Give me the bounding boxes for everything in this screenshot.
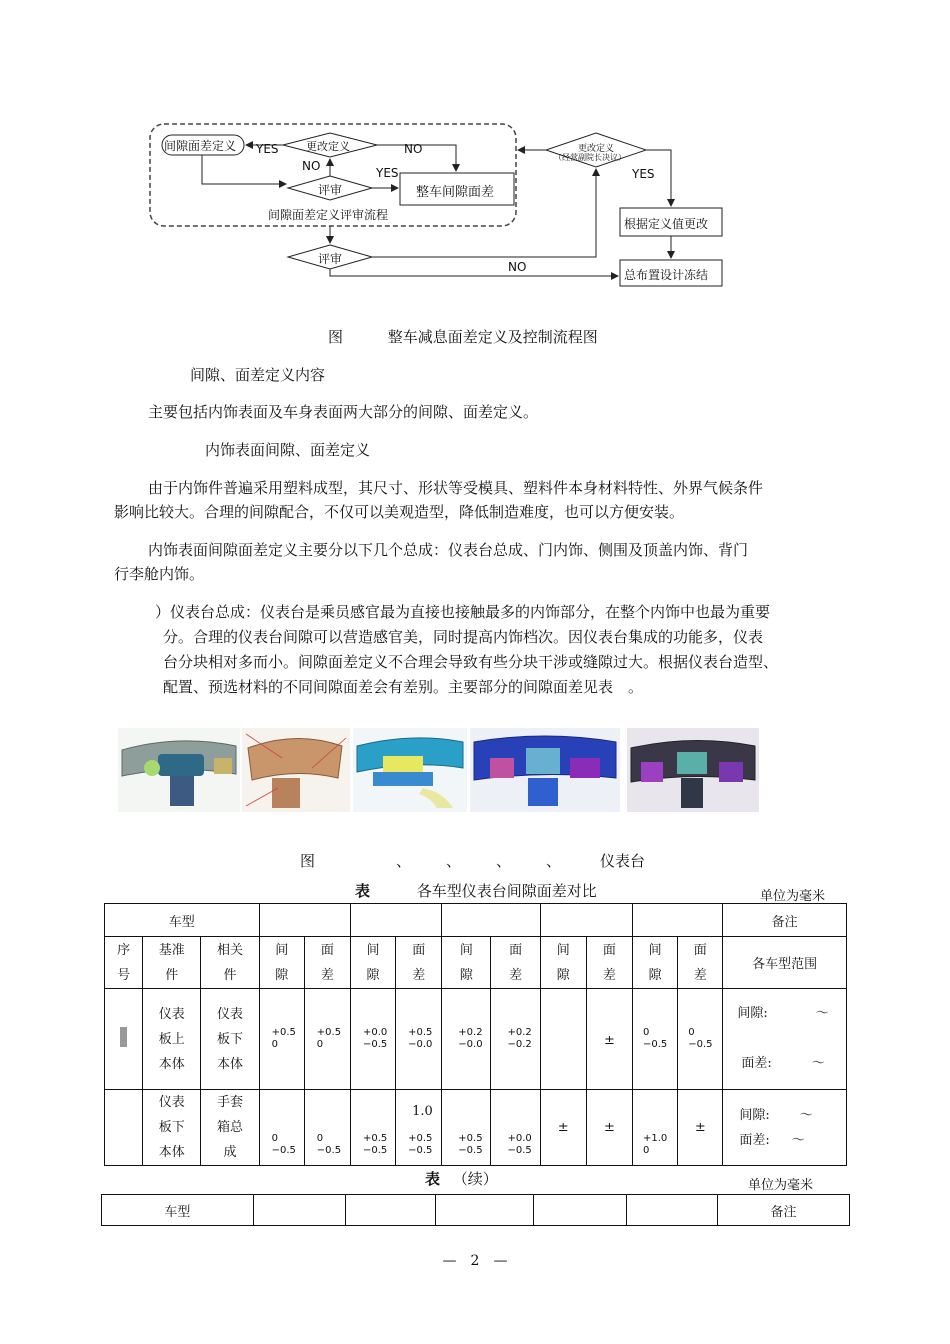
row-seq: [105, 1090, 143, 1166]
row-flush-value: ±: [678, 1090, 723, 1166]
header-base-part: 基准 件: [143, 937, 201, 989]
row-gap-value: +1.0 0: [633, 1090, 678, 1166]
flow-update-by-definition: 根据定义值更改: [624, 217, 709, 231]
list-item-line: ）仪表台总成：仪表台是乘员感官最为直接也接触最多的内饰部分，在整个内饰中也最为重要: [155, 603, 771, 621]
row-range: 间隙: ～ 面差: ～: [723, 1090, 847, 1166]
flow-label-no: NO: [404, 142, 423, 156]
flow-process-label: 间隙面差定义评审流程: [268, 208, 389, 222]
flow-label-yes: YES: [256, 142, 279, 156]
table-unit: 单位为毫米: [760, 889, 826, 904]
flow-gap-definition: 间隙面差定义: [164, 139, 237, 153]
paragraph-line: 内饰表面间隙面差定义主要分以下几个总成：仪表台总成、门内饰、侧围及顶盖内饰、背门: [148, 541, 749, 559]
row-flush-value: +0.0 −0.5: [491, 1090, 540, 1166]
row-flush-value: 0 −0.5: [304, 1090, 350, 1166]
row-gap-value: +0.5 −0.5: [350, 1090, 395, 1166]
header-model-e: [633, 904, 723, 937]
header-gap: 间 隙: [350, 937, 395, 989]
figure-prefix: 图: [328, 328, 344, 346]
list-item-line: 配置、预选材料的不同间隙面差会有差别。主要部分的间隙面差见表 。: [163, 678, 644, 696]
flow-label-no: NO: [302, 159, 321, 173]
flow-label-no: NO: [508, 260, 527, 274]
header-range: 各车型范围: [723, 937, 847, 989]
row-flush-value: +0.5 0: [304, 989, 350, 1090]
intro-paragraph: 主要包括内饰表面及车身表面两大部分的间隙、面差定义。: [148, 403, 539, 421]
table-caption: [355, 879, 597, 904]
dashboard-image-1: [118, 728, 240, 812]
row-flush-value: +0.2 −0.2: [491, 989, 540, 1090]
header-model-c: [442, 904, 540, 937]
figure-separator: 、: [446, 852, 462, 870]
flow-change-definition-right: 更改定义: [578, 144, 615, 154]
table-row: [105, 1090, 847, 1166]
gap-comparison-table: [104, 903, 847, 1166]
row-gap-value: [540, 989, 586, 1090]
table-header-row: [105, 904, 847, 937]
table-continued-label: （续）: [452, 1170, 498, 1188]
row-base-part: 仪表 板下 本体: [143, 1090, 201, 1166]
header-remark: 备注: [718, 1195, 850, 1226]
paragraph-line: 由于内饰件普遍采用塑料成型，其尺寸、形状等受模具、塑料件本身材料特性、外界气候条件: [148, 479, 764, 497]
flow-label-yes: YES: [632, 167, 655, 181]
header-gap: 间 隙: [442, 937, 491, 989]
figure-separator: 、: [396, 852, 412, 870]
gap-comparison-table-continued: [101, 1194, 850, 1226]
dashboard-image-3: [353, 728, 467, 812]
header-model: 车型: [105, 904, 260, 937]
row-range: 间隙: ～ 面差: ～: [723, 989, 847, 1090]
row-flush-value: +0.5 −0.0: [396, 989, 442, 1090]
header-gap: 间 隙: [540, 937, 586, 989]
table-subheader-row: [105, 937, 847, 989]
header-flush: 面 差: [491, 937, 540, 989]
dashboard-image-4: [470, 728, 620, 812]
row-gap-value: 0 −0.5: [259, 1090, 304, 1166]
figure-caption: [328, 325, 598, 350]
header-gap: 间 隙: [633, 937, 678, 989]
header-flush: 面 差: [396, 937, 442, 989]
header-model: 车型: [102, 1195, 254, 1226]
table-caption: [425, 1167, 498, 1192]
header-model-b: [350, 904, 441, 937]
flow-review-outer: 评审: [318, 252, 343, 266]
flow-change-definition: 更改定义: [306, 140, 350, 153]
header-model-a: [253, 1195, 345, 1226]
header-model-c: [435, 1195, 534, 1226]
paragraph-line: 行李舱内饰。: [114, 565, 205, 583]
header-seq: 序 号: [105, 937, 143, 989]
flow-change-definition-note: （经营副院长决议）: [554, 153, 626, 162]
header-remark: 备注: [723, 904, 847, 937]
figure-separator: 、: [546, 852, 562, 870]
table-prefix: 表: [355, 882, 371, 900]
row-gap-value: +0.0 −0.5: [350, 989, 395, 1090]
list-item-line: 台分块相对多而小。间隙面差定义不合理会导致有些分块干涉或缝隙过大。根据仪表台造型、: [163, 653, 779, 671]
header-model-d: [540, 904, 632, 937]
header-gap: 间 隙: [259, 937, 304, 989]
table-title: 各车型仪表台间隙面差对比: [416, 882, 597, 900]
page-number: — 2 —: [442, 1253, 508, 1269]
header-flush: 面 差: [678, 937, 723, 989]
figure-prefix: 图: [300, 852, 316, 870]
list-item-line: 分。合理的仪表台间隙可以营造感官美，同时提高内饰档次。因仪表台集成的功能多，仪表: [163, 628, 764, 646]
figure-title: 整车减息面差定义及控制流程图: [387, 328, 598, 346]
dashboard-image-2: [242, 728, 350, 812]
header-model-b: [345, 1195, 435, 1226]
row-base-part: 仪表 板上 本体: [143, 989, 201, 1090]
row-gap-value: +0.2 −0.0: [442, 989, 491, 1090]
process-flowchart: [140, 118, 740, 294]
row-flush-value: ±: [586, 989, 632, 1090]
subsection-heading: 内饰表面间隙、面差定义: [205, 441, 371, 459]
flow-design-freeze: 总布置设计冻结: [624, 268, 709, 282]
table-unit: 单位为毫米: [748, 1178, 814, 1193]
table-prefix: 表: [425, 1170, 441, 1188]
header-flush: 面 差: [586, 937, 632, 989]
section-heading: 间隙、面差定义内容: [190, 366, 326, 384]
row-gap-value: ±: [540, 1090, 586, 1166]
header-flush: 面 差: [304, 937, 350, 989]
header-model-d: [534, 1195, 627, 1226]
flow-vehicle-gap: 整车间隙面差: [416, 185, 495, 200]
row-gap-value: +0.5 −0.5: [442, 1090, 491, 1166]
figure-separator: 、: [496, 852, 512, 870]
header-related-part: 相关 件: [201, 937, 259, 989]
flow-review-inner: 评审: [318, 183, 343, 197]
dashboard-image-5: [627, 728, 759, 812]
table-header-row: [102, 1195, 850, 1226]
header-model-a: [259, 904, 350, 937]
paragraph-line: 影响比较大。合理的间隙配合，不仅可以美观造型，降低制造难度，也可以方便安装。: [114, 503, 685, 521]
row-flush-value: 1.0 +0.5 −0.5: [396, 1090, 442, 1166]
header-model-e: [627, 1195, 718, 1226]
row-flush-value: ±: [586, 1090, 632, 1166]
row-seq-marker: [105, 989, 143, 1090]
row-related-part: 仪表 板下 本体: [201, 989, 259, 1090]
row-gap-value: +0.5 0: [259, 989, 304, 1090]
flow-label-yes: YES: [376, 166, 399, 180]
table-row: [105, 989, 847, 1090]
row-gap-value: 0 −0.5: [633, 989, 678, 1090]
row-related-part: 手套 箱总 成: [201, 1090, 259, 1166]
figure-title: 仪表台: [600, 852, 646, 870]
row-flush-value: 0 −0.5: [678, 989, 723, 1090]
